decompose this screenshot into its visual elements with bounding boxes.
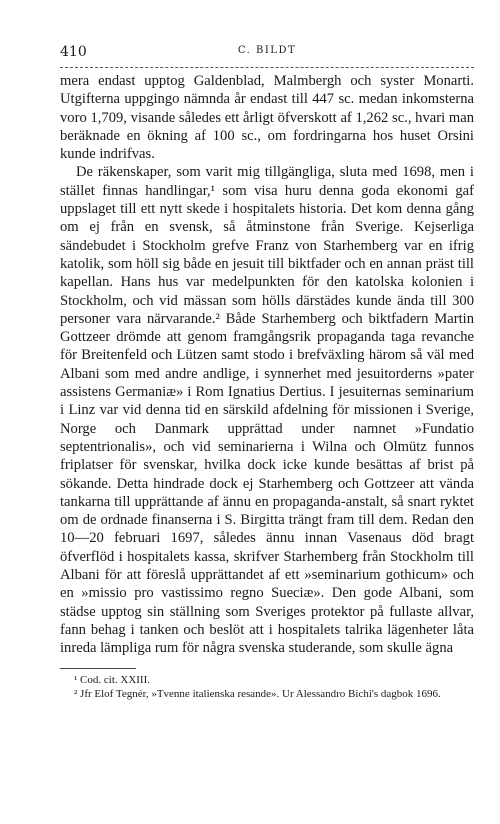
footnote: ¹ Cod. cit. XXIII.: [74, 673, 151, 686]
paragraph: De räkenskaper, som varit mig tillgängliga, sluta med 1698, men i stället finnas handlingar,¹ som visa huru denna goda ekonomi gaf uppslaget till ett nytt skede i hospitalets historia. Det kom denna gång om ej från en svensk, så åtminstone från Sverige. Kejserliga sändebudet i Stockholm grefve Franz von Starhemberg var en ifrig katolik, som höll sig både en jesuit till biktfader och en annan präst till kapellan. Hans hus var medelpunkten för den katolska kolonien i Stockholm, och vid mässan som hölls därstädes kunde ända till 300 personer vara närvarande.² Både Starhemberg och biktfadern Martin Gottzeer drömde att genom framgångsrik propaganda taga revanche för Breitenfeld och Lützen samt stodo i brefväxling härom så väl med Albani som med andre andlige, i synnerhet med jesuitorderns »pater assistens Germaniæ» i Rom Ignatius Dertius. I jesuiternas seminarium i Linz var vid denna tid en särskild afdelning för missionen i Sverige, Norge och Danmark upprättad under namnet »Fundatio septentrionalis», och vid seminarierna i Wilna och Olmütz funnos friplatser för svenskar, hvilka dock icke kunde besättas af brist på sökande. Detta hindrade dock ej Starhemberg och Gottzeer att vända tankarna till upprättande af ännu en propaganda-anstalt, så snart ryktet om de ordnade finanserna i S. Birgitta trängt fram till dem. Redan den 10—20 februari 1697, således ännu innan Vasenaus död bragt öfverflöd i hospitalets kassa, skrifver Starhemberg från Stockholm till Albani för att föreslå upprättandet af ett »seminarium gothicum» och en »missio pro vastissimo regno Sueciæ». Den gode Albani, som städse upptog sin ställning som Sveriges protektor på fullaste allvar, fann behag i tanken och beslöt att i hospitalets talrika lägenheter låta inreda lämpliga rum för några svenska studerande, som skulle ägna: [60, 164, 474, 657]
header-rule: [60, 67, 474, 68]
page-header: [60, 44, 474, 62]
running-head: C. BILDT: [237, 45, 297, 56]
footnote: ² Jfr Elof Tegnér, »Tvenne italienska resande». Ur Alessandro Bichi's dagbok 1696.: [74, 687, 441, 700]
page-number: 410: [60, 44, 87, 60]
body-text: [60, 72, 474, 658]
footnotes: [60, 668, 474, 701]
footnote-rule: [60, 668, 136, 669]
paragraph: mera endast upptog Galdenblad, Malmbergh och syster Monarti. Utgifterna uppgingo nämnda år endast till 447 sc. medan inkomsterna voro 1,709, visande således ett årligt öfverskott af 1,262 sc., hvari man beräknade en ökning af 100 sc., om fordringarna hos huset Orsini kunde indrifvas.: [60, 73, 474, 163]
book-page: [60, 44, 474, 701]
